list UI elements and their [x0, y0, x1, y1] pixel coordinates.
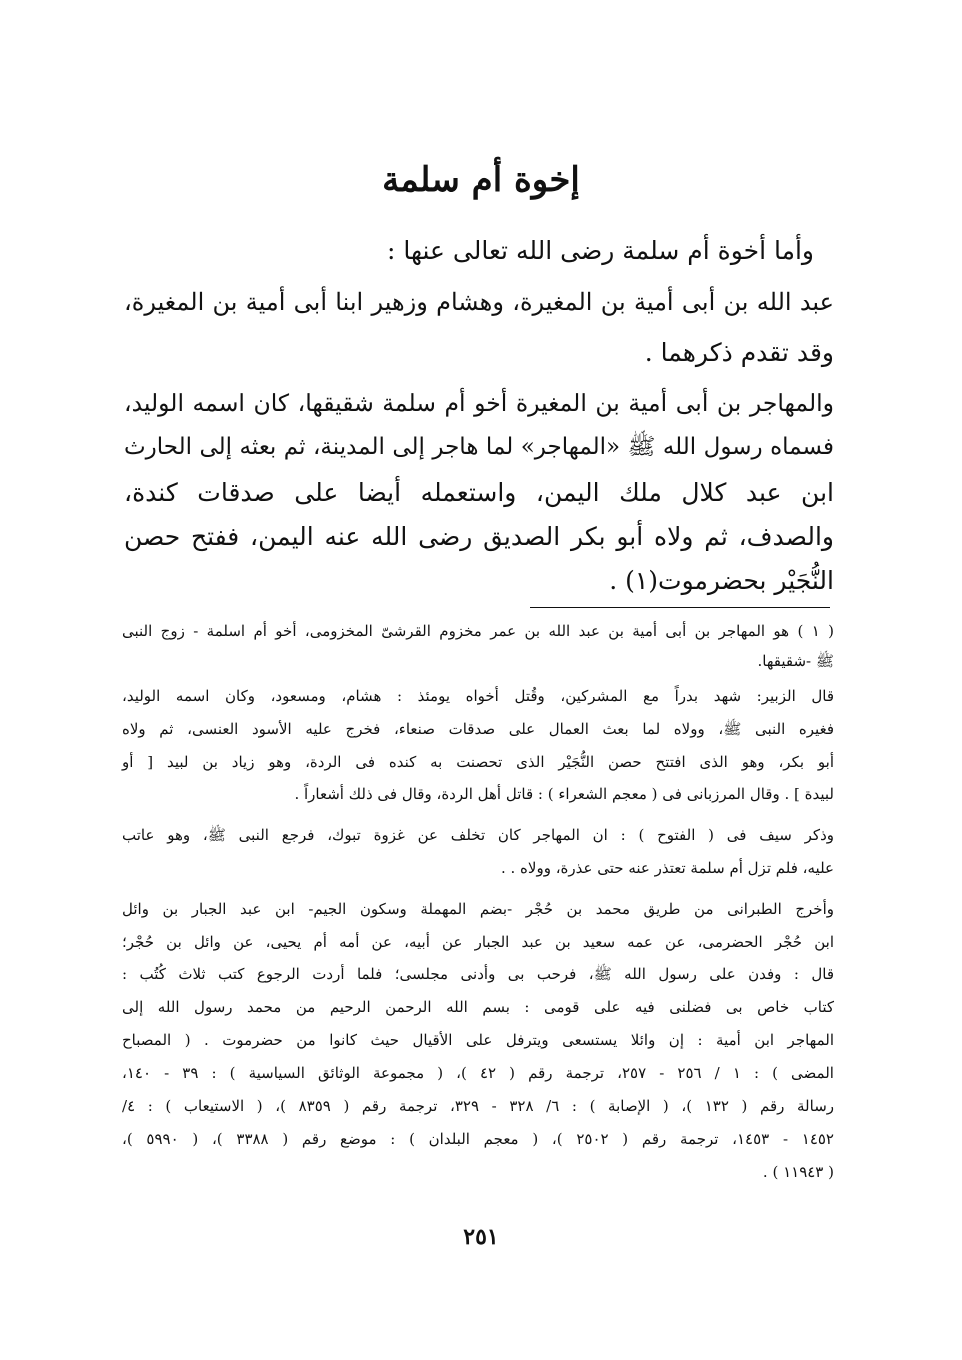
paragraph2-line: والصدف، ثم ولاه أبو بكر الصديق رضى الله عنه اليمن، ففتح حصن — [124, 522, 834, 551]
footnote-line: ( ١١٩٤٣ ) . — [762, 1163, 834, 1181]
paragraph2-line: فسماه رسول الله ﷺ «المهاجر» لما هاجر إلى المدينة، ثم بعثه إلى الحارث — [124, 434, 834, 460]
footnote-line: رسالة رقم ( ١٣٢ )، ( الإصابة ) : ٦/ ٣٢٨ - ٣٢٩، ترجمة رقم ( ٨٣٥٩ )، ( الاستيعاب ) : ٤/ — [122, 1097, 835, 1115]
footnote-line: ١٤٥٢ - ١٤٥٣، ترجمة رقم ( ٢٥٠٢ )، ( معجم البلدان ) : موضع رقم ( ٣٣٨٨ )، ( ٥٩٩٠ )، — [122, 1130, 834, 1148]
footnote-line: قال الزبير: شهد بدراً مع المشركين، وقُتل أخواه يومئذ : هشام، ومسعود، وكان اسمه الوليد، — [122, 687, 834, 705]
footnote-line: أبو بكر، وهو الذى افتتح حصن النُّجَيْر الذى تحصنت به كنده فى الردة، وهو زياد بن لبيد [ أو — [122, 753, 834, 771]
paragraph2-line: ابن عبد كلال ملك اليمن، واستعمله أيضا على صدقات كندة، — [124, 478, 834, 507]
paragraph1-line: عبد الله بن أبى أمية بن المغيرة، وهشام وزهير ابنا أبى أمية بن المغيرة، — [124, 288, 834, 316]
footnote-separator — [530, 607, 830, 608]
footnote-line: المهاجر ابن أمية : إن وائلا يستسعى ويترفل على الأقيال حيث كانوا من حضرموت . ( المصباح — [122, 1031, 834, 1049]
footnote-line: وذكر سيف فى ( الفتوح ) : ان المهاجر كان تخلف عن غزوة تبوك، فرجع النبى ﷺ، وهو عاتب — [122, 826, 834, 844]
footnote-line: وأخرج الطبرانى من طريق محمد بن حُجْر -بضم المهملة وسكون الجيم- ابن عبد الجبار بن وائل — [122, 900, 834, 918]
footnote-line: عليه، فلم تزل أم سلمة تعتذر عنه حتى عذرة، وولاه . . — [500, 859, 834, 877]
footnote-line: لبيدة ] . وقال المرزبانى فى ( معجم الشعراء ) : قاتل أهل الردة، وقال فى ذلك أشعاراً . — [294, 785, 834, 803]
footnote-line: قال : وفدن على رسول الله ﷺ، فرحب بى وأدنى مجلسى؛ فلما أردت الرجوع كتب ثلاث كُتُب : — [122, 965, 834, 983]
footnote-line: المضى ) : ١ / ٢٥٦ - ٢٥٧، ترجمة رقم ( ٤٢ )، ( مجموعة الوثائق السياسية ) : ٣٩ - ١٤٠، — [122, 1064, 834, 1082]
page-number: ٢٥١ — [463, 1224, 499, 1250]
intro-line: وأما أخوة أم سلمة رضى الله تعالى عنها : — [386, 236, 814, 265]
section-title: إخوة أم سلمة — [382, 160, 580, 200]
footnote-line: ( ١ ) هو المهاجر بن أبى أمية بن عبد الله بن عمر مخزوم القرشىّ المخزومى، أخو أم اسلمة - زوج النبى — [122, 622, 834, 640]
footnote-line: ابن حُجْر الحضرمى، عن عمه سعيد بن عبد الجبار عن أبيه، عن أمه أم يحيى، عن وائل بن حُجْر؛ — [122, 933, 834, 951]
paragraph2-line: والمهاجر بن أبى أمية بن المغيرة أخو أم سلمة شقيقها، كان اسمه الوليد، — [124, 389, 834, 417]
paragraph2-line: النُّجَيْر بحضرموت(١) . — [609, 566, 834, 595]
footnote-line: ﷺ -شقيقها. — [757, 652, 834, 670]
footnote-line: فغيره النبى ﷺ، وولاه لما بعث العمال على صدقات صنعاء، فخرج عليه الأسود العنسى، ثم ولاه — [122, 720, 834, 738]
footnote-line: كتاب خاص بى فضلنى فيه على قومى : بسم الله الرحمن الرحيم من محمد رسول الله إلى — [122, 998, 834, 1016]
paragraph1-line: وقد تقدم ذكرهما . — [644, 338, 834, 367]
